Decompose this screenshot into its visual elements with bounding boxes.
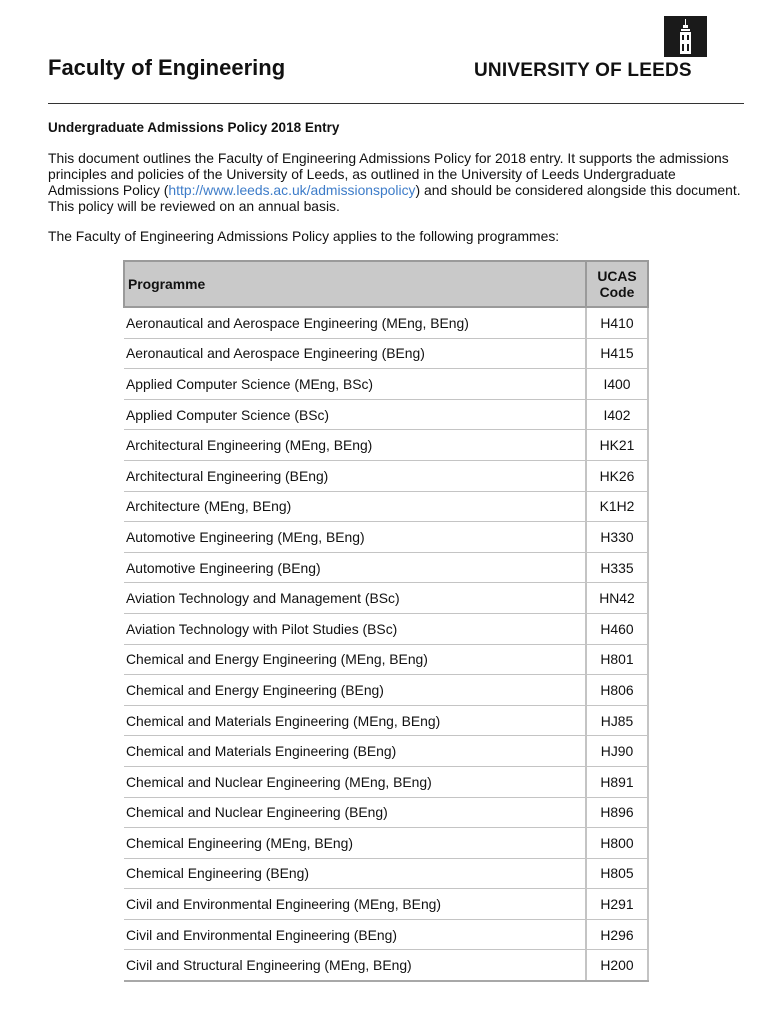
table-row [124,950,648,981]
programme-name-cell: Aviation Technology and Management (BSc) [124,583,586,614]
programme-name-cell: Chemical Engineering (MEng, BEng) [124,828,586,859]
ucas-code-cell: HK21 [586,430,648,461]
table-row [124,491,648,522]
ucas-code-cell: H335 [586,552,648,583]
ucas-code-cell: H460 [586,613,648,644]
tower-logo-icon [664,16,707,57]
table-row [124,858,648,889]
table-row [124,369,648,400]
programme-name-cell: Aviation Technology with Pilot Studies (BSc) [124,613,586,644]
table-row [124,460,648,491]
ucas-code-cell: HJ85 [586,705,648,736]
programmes-table [123,260,649,982]
ucas-code-cell: HJ90 [586,736,648,767]
ucas-code-cell: H291 [586,889,648,920]
ucas-code-cell: H200 [586,950,648,981]
programme-column-header: Programme [124,261,586,307]
table-row [124,736,648,767]
ucas-code-header-line2: Code [599,284,635,300]
ucas-code-cell: I402 [586,399,648,430]
programme-name-cell: Civil and Structural Engineering (MEng, BEng) [124,950,586,981]
document-heading: Undergraduate Admissions Policy 2018 Entry [48,120,340,135]
table-row [124,307,648,338]
ucas-code-column-header [586,261,648,307]
ucas-code-cell: K1H2 [586,491,648,522]
table-row [124,766,648,797]
ucas-code-cell: H896 [586,797,648,828]
intro-paragraph [48,150,748,214]
table-row [124,797,648,828]
programme-name-cell: Architectural Engineering (BEng) [124,460,586,491]
intro-text-start: This document outlines the Faculty of Engineering Admissions Policy for 2018 entry. It supports the admissions principles and policies of the University of Leeds, as outlined in the University of Leeds Undergraduate Admissions Policy ( [48,150,729,198]
ucas-code-cell: HN42 [586,583,648,614]
table-row [124,705,648,736]
table-row [124,675,648,706]
table-header-row [124,261,648,307]
programme-name-cell: Chemical and Energy Engineering (MEng, BEng) [124,644,586,675]
table-row [124,522,648,553]
university-logo [472,14,710,84]
table-row [124,430,648,461]
programme-name-cell: Automotive Engineering (BEng) [124,552,586,583]
programme-name-cell: Automotive Engineering (MEng, BEng) [124,522,586,553]
programme-name-cell: Chemical and Energy Engineering (BEng) [124,675,586,706]
programme-name-cell: Civil and Environmental Engineering (BEng) [124,919,586,950]
table-row [124,399,648,430]
table-row [124,644,648,675]
programme-name-cell: Chemical and Materials Engineering (BEng) [124,736,586,767]
programme-name-cell: Aeronautical and Aerospace Engineering (MEng, BEng) [124,307,586,338]
ucas-code-cell: H806 [586,675,648,706]
ucas-code-cell: H800 [586,828,648,859]
programme-name-cell: Chemical and Materials Engineering (MEng, BEng) [124,705,586,736]
university-name: UNIVERSITY OF LEEDS [474,60,692,81]
programme-name-cell: Architectural Engineering (MEng, BEng) [124,430,586,461]
page-title: Faculty of Engineering [48,55,286,80]
intro-text-end: ) and should be considered alongside this document. This policy will be reviewed on an annual basis. [48,182,741,214]
table-row [124,828,648,859]
programme-name-cell: Civil and Environmental Engineering (MEng, BEng) [124,889,586,920]
ucas-code-cell: H330 [586,522,648,553]
programme-name-cell: Chemical and Nuclear Engineering (BEng) [124,797,586,828]
programme-name-cell: Applied Computer Science (MEng, BSc) [124,369,586,400]
ucas-code-cell: H415 [586,338,648,369]
programme-name-cell: Chemical and Nuclear Engineering (MEng, BEng) [124,766,586,797]
ucas-code-cell: I400 [586,369,648,400]
admissions-policy-link[interactable]: http://www.leeds.ac.uk/admissionspolicy [168,182,416,198]
programme-name-cell: Aeronautical and Aerospace Engineering (BEng) [124,338,586,369]
programme-name-cell: Chemical Engineering (BEng) [124,858,586,889]
ucas-code-cell: HK26 [586,460,648,491]
ucas-code-cell: H891 [586,766,648,797]
ucas-code-cell: H296 [586,919,648,950]
applies-paragraph: The Faculty of Engineering Admissions Policy applies to the following programmes: [48,228,560,244]
ucas-code-cell: H805 [586,858,648,889]
programme-name-cell: Applied Computer Science (BSc) [124,399,586,430]
table-row [124,552,648,583]
table-row [124,583,648,614]
table-body [124,307,648,981]
table-row [124,919,648,950]
ucas-code-header-line1: UCAS [597,268,637,284]
programme-name-cell: Architecture (MEng, BEng) [124,491,586,522]
table-row [124,889,648,920]
header-divider [48,103,744,104]
table-row [124,613,648,644]
table-row [124,338,648,369]
ucas-code-cell: H410 [586,307,648,338]
ucas-code-cell: H801 [586,644,648,675]
